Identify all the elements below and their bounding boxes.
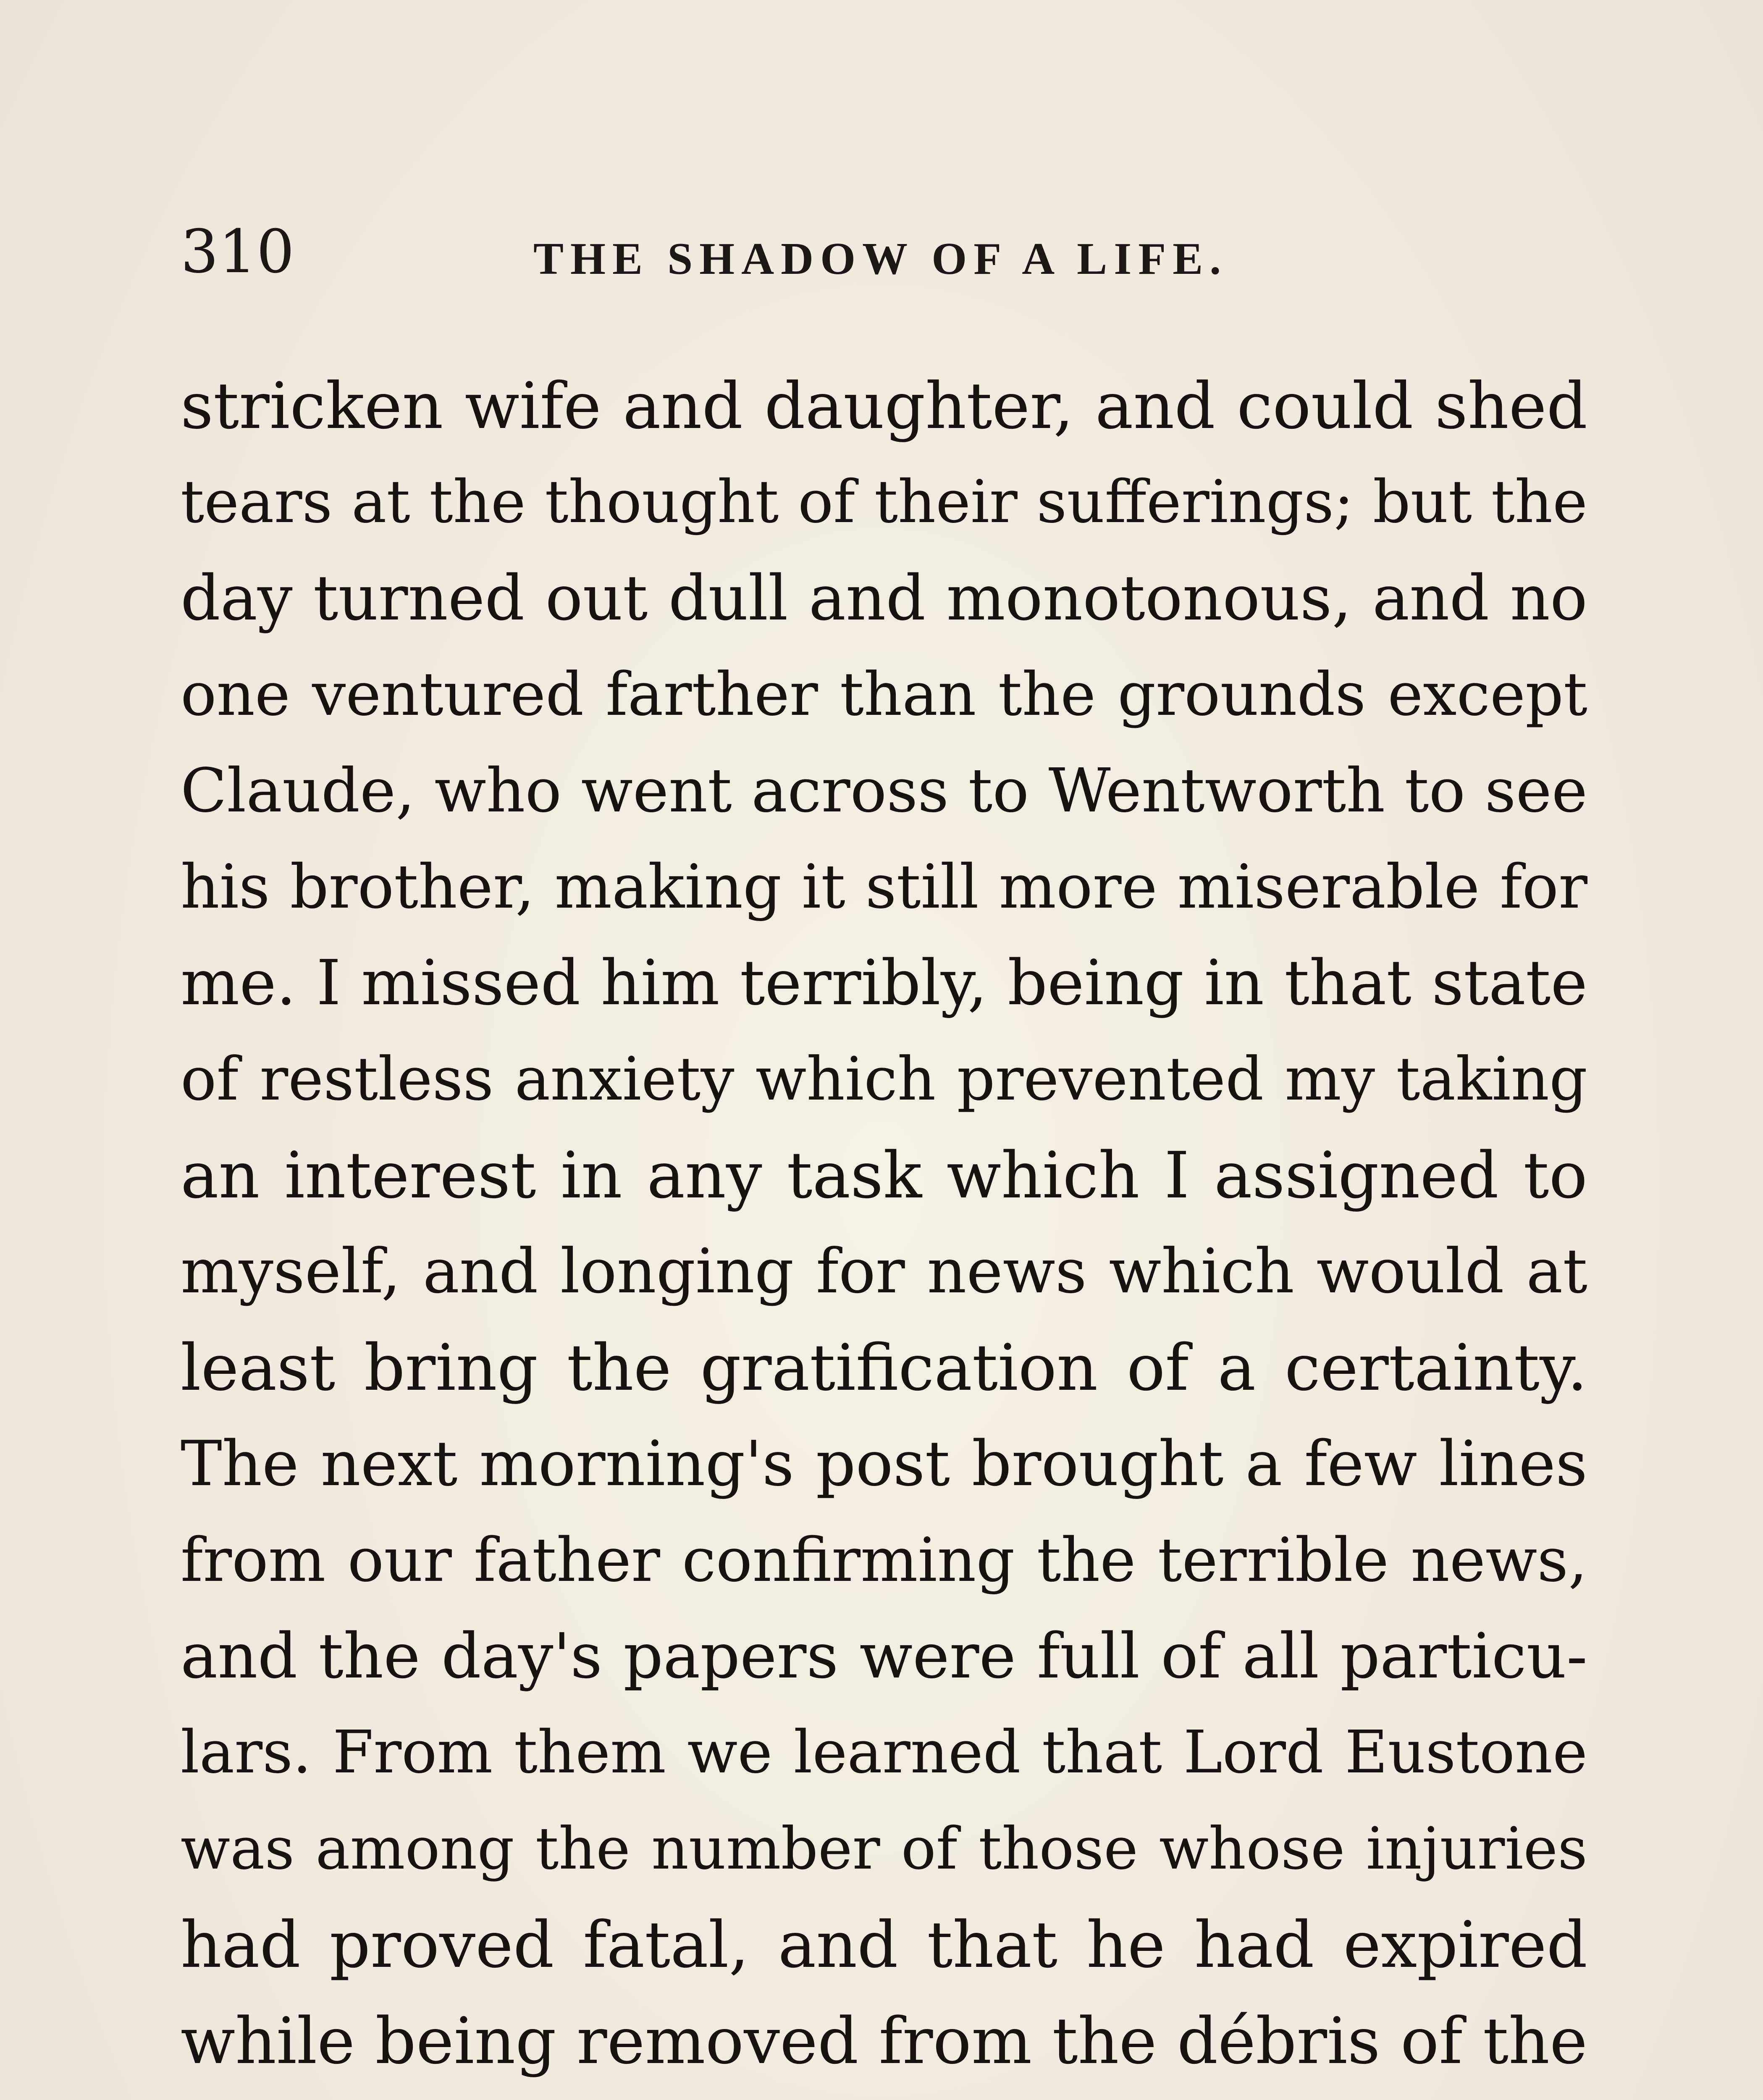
text-line: stricken wife and daughter, and could shed xyxy=(181,369,1587,443)
text-line: from our father confirming the terrible news, xyxy=(181,1525,1587,1595)
page-number: 310 xyxy=(181,217,295,286)
text-line: Claude, who went across to Wentworth to see xyxy=(181,755,1587,826)
body-text xyxy=(181,358,1587,2100)
running-title: THE SHADOW OF A LIFE. xyxy=(533,234,1228,284)
text-line: The next morning's post brought a few lines xyxy=(181,1428,1587,1500)
text-line: an interest in any task which I assigned to xyxy=(181,1138,1587,1213)
text-line: tears at the thought of their sufferings; but the xyxy=(181,468,1587,536)
text-line: while being removed from the débris of the xyxy=(181,2004,1587,2078)
text-line: of restless anxiety which prevented my taking xyxy=(181,1045,1587,1114)
text-line: and the day's papers were full of all particu- xyxy=(181,1620,1587,1692)
text-line: day turned out dull and monotonous, and no xyxy=(181,562,1587,634)
text-line: lars. From them we learned that Lord Eustone xyxy=(181,1718,1587,1787)
text-line: least bring the gratification of a certainty. xyxy=(181,1331,1587,1405)
text-line: was among the number of those whose injuries xyxy=(181,1815,1587,1882)
text-line: me. I missed him terribly, being in that state xyxy=(181,947,1587,1019)
text-line: his brother, making it still more miserable for xyxy=(181,851,1587,922)
text-line xyxy=(181,2089,1587,2100)
text-line: had proved fatal, and that he had expired xyxy=(181,1908,1587,1982)
text-line: myself, and longing for news which would at xyxy=(181,1236,1587,1307)
page-header xyxy=(181,214,1587,298)
text-line: one ventured farther than the grounds except xyxy=(181,660,1587,729)
